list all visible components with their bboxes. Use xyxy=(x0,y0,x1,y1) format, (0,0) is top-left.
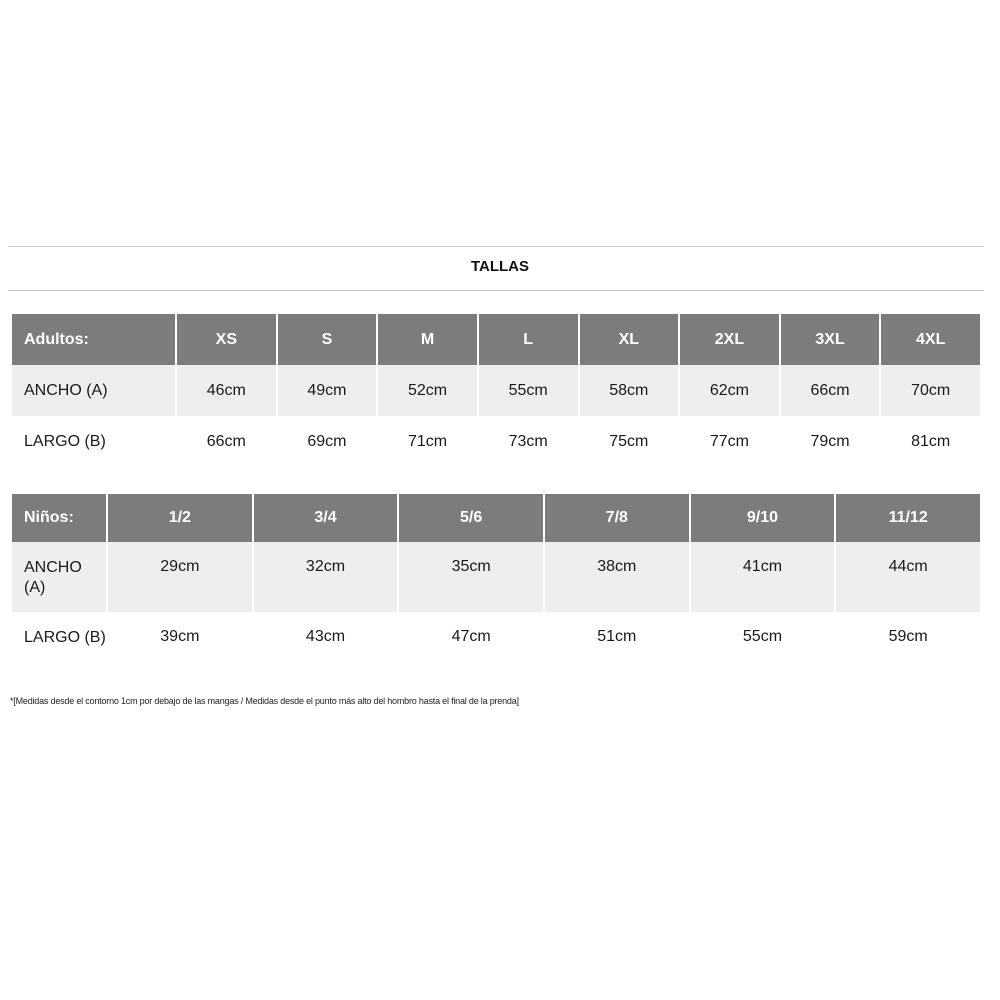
adult-size-header: 2XL xyxy=(680,314,779,365)
adult-row-ancho xyxy=(12,365,980,416)
adult-size-header: XS xyxy=(177,314,276,365)
measurement-cell: 62cm xyxy=(680,365,779,416)
measurement-cell: 52cm xyxy=(378,365,477,416)
footnote: *[Medidas desde el contorno 1cm por debajo de las mangas / Medidas desde el punto más alto del hombro hasta el final de la prenda] xyxy=(10,696,519,706)
adult-header-label: Adultos: xyxy=(12,314,175,365)
page-title: TALLAS xyxy=(470,258,530,275)
measurement-cell: 58cm xyxy=(580,365,679,416)
row-label: LARGO (B) xyxy=(24,432,106,450)
adult-size-header: L xyxy=(479,314,578,365)
measurement-cell: 66cm xyxy=(781,365,880,416)
measurement-cell: 55cm xyxy=(742,628,783,645)
measurement-cell: 39cm xyxy=(160,628,200,645)
kids-row-ancho xyxy=(12,542,980,612)
kids-header-label: Niños: xyxy=(12,494,106,542)
measurement-cell: 35cm xyxy=(399,542,543,612)
adult-size-header: 4XL xyxy=(881,314,980,365)
measurement-cell: 41cm xyxy=(691,542,835,612)
measurement-cell: 38cm xyxy=(545,542,689,612)
measurement-cell: 59cm xyxy=(888,628,928,645)
row-label: ANCHO (A) xyxy=(12,365,175,416)
measurement-cell: 81cm xyxy=(911,432,951,450)
kids-size-header: 1/2 xyxy=(108,494,252,542)
adult-size-header: XL xyxy=(580,314,679,365)
adult-size-header: 3XL xyxy=(781,314,880,365)
row-label: ANCHO (A) xyxy=(12,542,106,612)
kids-size-header: 5/6 xyxy=(399,494,543,542)
kids-row-largo xyxy=(12,612,980,682)
adult-size-header: S xyxy=(278,314,377,365)
kids-size-header: 11/12 xyxy=(836,494,980,542)
adult-size-table xyxy=(10,314,982,467)
measurement-cell: 32cm xyxy=(254,542,398,612)
measurement-cell: 73cm xyxy=(508,432,548,450)
row-label: LARGO (B) xyxy=(24,629,106,646)
kids-size-header: 3/4 xyxy=(254,494,398,542)
measurement-cell: 49cm xyxy=(278,365,377,416)
measurement-cell: 66cm xyxy=(206,432,246,450)
measurement-cell: 69cm xyxy=(307,432,347,450)
measurement-cell: 43cm xyxy=(305,628,346,645)
kids-size-header: 9/10 xyxy=(691,494,835,542)
measurement-cell: 75cm xyxy=(609,432,649,450)
adult-header-row xyxy=(12,314,980,365)
kids-header-row xyxy=(12,494,980,542)
adult-row-largo xyxy=(12,416,980,467)
adult-size-header: M xyxy=(378,314,477,365)
measurement-cell: 71cm xyxy=(408,432,448,450)
measurement-cell: 44cm xyxy=(836,542,980,612)
kids-size-header: 7/8 xyxy=(545,494,689,542)
measurement-cell: 51cm xyxy=(597,628,637,645)
measurement-cell: 77cm xyxy=(709,432,749,450)
measurement-cell: 79cm xyxy=(810,432,850,450)
top-rule xyxy=(8,246,984,247)
measurement-cell: 46cm xyxy=(177,365,276,416)
kids-size-table xyxy=(10,494,982,682)
measurement-cell: 47cm xyxy=(451,628,491,645)
title-underline-rule xyxy=(8,290,984,291)
measurement-cell: 29cm xyxy=(108,542,252,612)
measurement-cell: 70cm xyxy=(881,365,980,416)
measurement-cell: 55cm xyxy=(479,365,578,416)
